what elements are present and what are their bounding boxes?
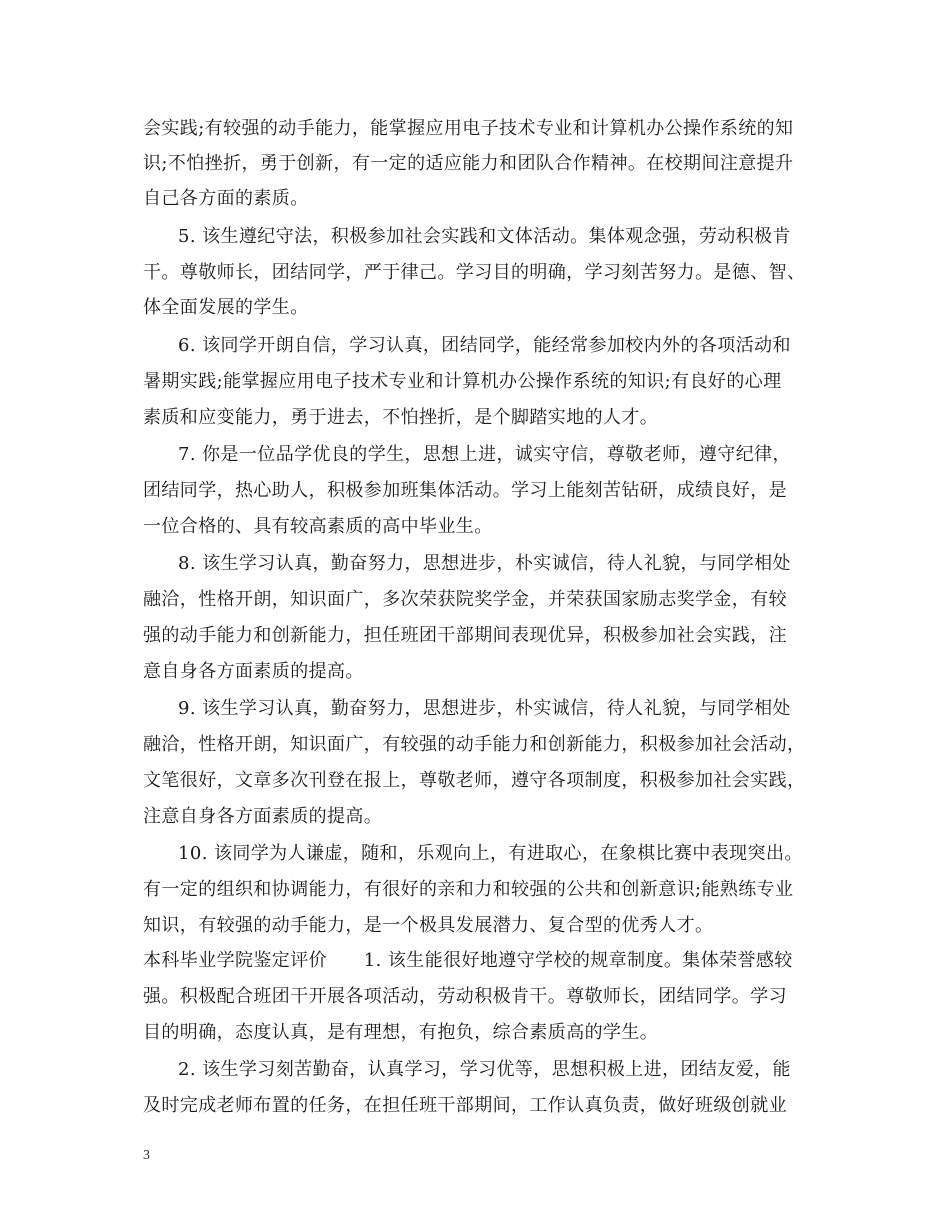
paragraph-item-9: 9. 该生学习认真，勤奋努力，思想进步，朴实诚信，待人礼貌，与同学相处 (178, 698, 791, 719)
paragraph-item-5: 5. 该生遵纪守法，积极参加社会实践和文体活动。集体观念强，劳动积极肯 (178, 226, 791, 247)
text-line: 暑期实践;能掌握应用电子技术专业和计算机办公操作系统的知识;有良好的心理 (143, 371, 782, 392)
text-line: 及时完成老师布置的任务，在担任班干部期间，工作认真负责，做好班级创就业 (143, 1095, 787, 1116)
paragraph-item-6: 6. 该同学开朗自信，学习认真，团结同学，能经常参加校内外的各项活动和 (178, 335, 791, 356)
paragraph-item-7: 7. 你是一位品学优良的学生，思想上进，诚实守信，尊敬老师，遵守纪律， (178, 444, 791, 465)
text-line: 有一定的组织和协调能力，有很好的亲和力和较强的公共和创新意识;能熟练专业 (143, 879, 794, 900)
text-line: 融洽，性格开朗，知识面广，有较强的动手能力和创新能力，积极参加社会活动， (143, 734, 806, 755)
page-number: 3 (143, 1148, 150, 1163)
text-line: 意自身各方面素质的提高。 (143, 661, 364, 682)
text-line: 强。积极配合班团干开展各项活动，劳动积极肯干。尊敬师长，团结同学。学习 (143, 986, 787, 1007)
text-line: 强的动手能力和创新能力，担任班团干部期间表现优异，积极参加社会实践，注 (143, 625, 787, 646)
text-line: 识;不怕挫折，勇于创新，有一定的适应能力和团队合作精神。在校期间注意提升 (143, 153, 794, 174)
text-line: 素质和应变能力，勇于进去，不怕挫折，是个脚踏实地的人才。 (143, 407, 659, 428)
paragraph-item-8: 8. 该生学习认真，勤奋努力，思想进步，朴实诚信，待人礼貌，与同学相处 (178, 553, 791, 574)
paragraph-item-2: 2. 该生学习刻苦勤奋，认真学习，学习优等，思想积极上进，团结友爱，能 (178, 1059, 791, 1080)
text-line: 一位合格的、具有较高素质的高中毕业生。 (143, 516, 493, 537)
text-line: 目的明确，态度认真，是有理想，有抱负，综合素质高的学生。 (143, 1022, 659, 1043)
section-heading-line: 本科毕业学院鉴定评价 1. 该生能很好地遵守学校的规章制度。集体荣誉感较 (143, 950, 793, 971)
text-line: 知识，有较强的动手能力，是一个极具发展潜力、复合型的优秀人才。 (143, 915, 714, 936)
text-line: 文笔很好，文章多次刊登在报上，尊敬老师，遵守各项制度，积极参加社会实践， (143, 770, 806, 791)
text-line: 自己各方面的素质。 (143, 188, 309, 209)
text-line: 会实践;有较强的动手能力，能掌握应用电子技术专业和计算机办公操作系统的知 (143, 118, 794, 139)
text-line: 团结同学，热心助人，积极参加班集体活动。学习上能刻苦钻研，成绩良好，是 (143, 480, 787, 501)
text-line: 融洽，性格开朗，知识面广，多次荣获院奖学金，并荣获国家励志奖学金，有较 (143, 589, 787, 610)
paragraph-item-10: 10. 该同学为人谦虚，随和，乐观向上，有进取心，在象棋比赛中表现突出。 (178, 843, 803, 864)
text-line: 干。尊敬师长，团结同学，严于律己。学习目的明确，学习刻苦努力。是德、智、 (143, 262, 806, 283)
text-line: 注意自身各方面素质的提高。 (143, 806, 383, 827)
text-line: 体全面发展的学生。 (143, 297, 309, 318)
